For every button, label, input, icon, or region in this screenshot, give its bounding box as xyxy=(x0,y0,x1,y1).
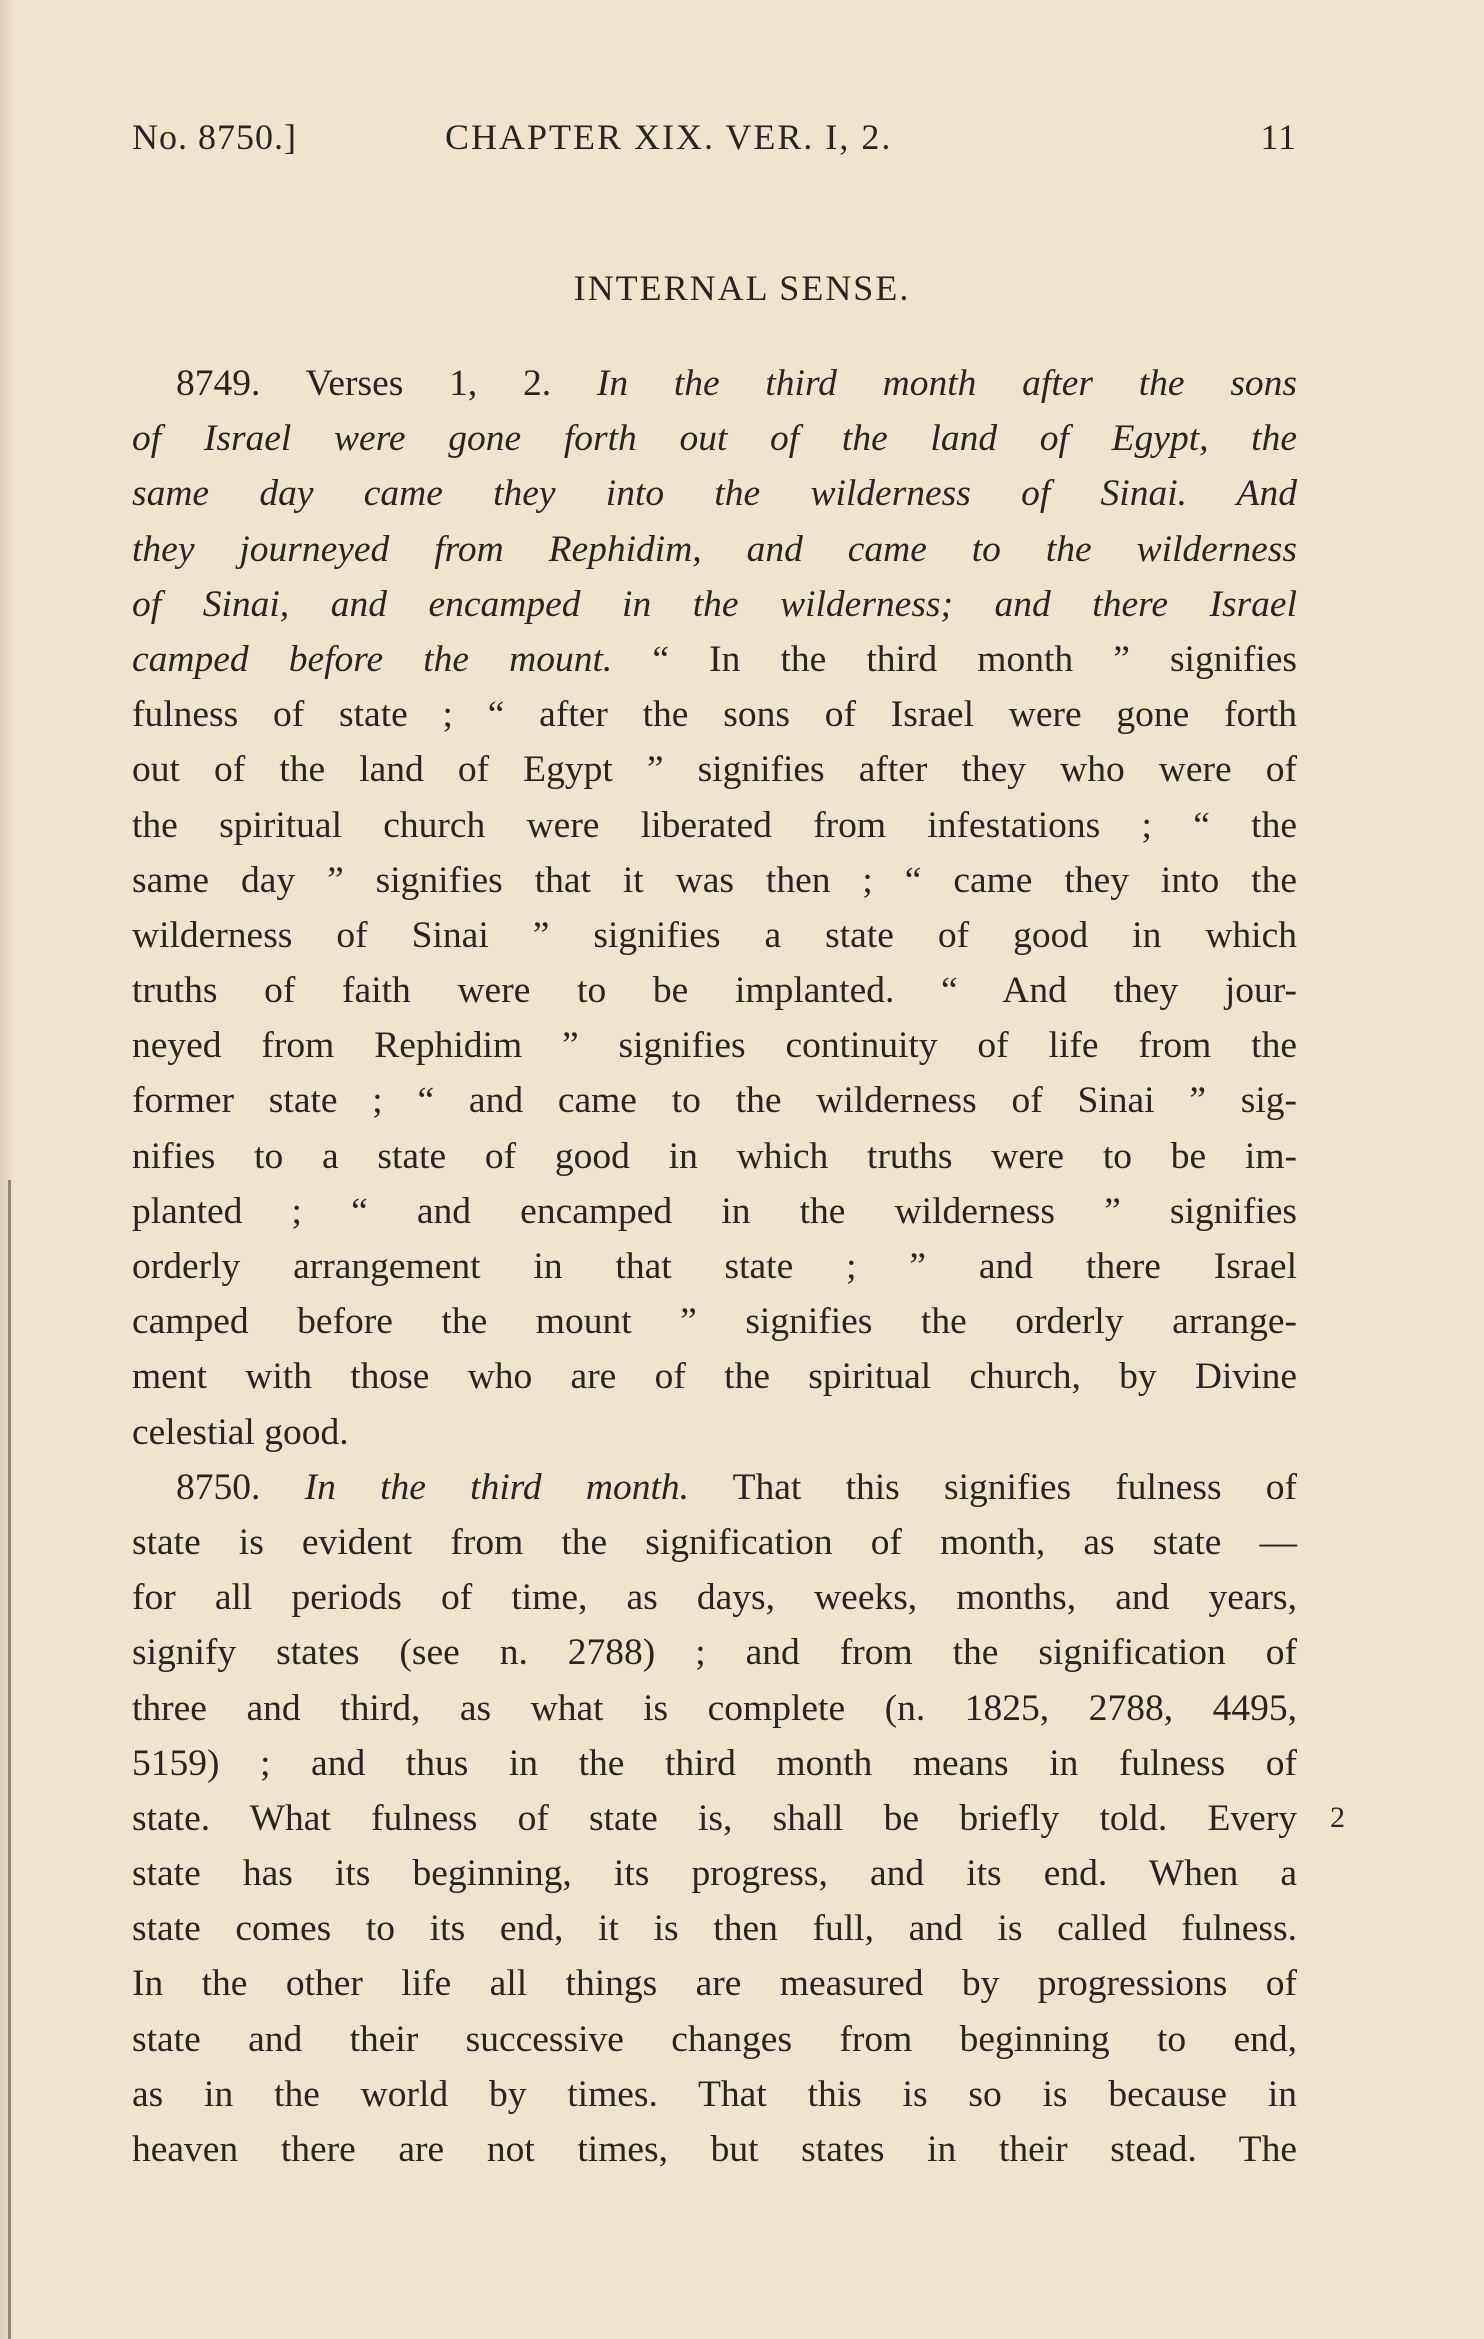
text-line: three and third, as what is complete (n. 1825, 2788, 4495, xyxy=(132,1687,1297,1729)
text-line: 8749. Verses 1, 2. In the third month after the sons xyxy=(176,363,1297,404)
page-gutter-shadow xyxy=(0,0,14,2339)
header-section-number: No. 8750.] xyxy=(132,117,297,157)
text-line: state is evident from the signification of month, as state — xyxy=(132,1521,1297,1563)
text-line: ment with those who are of the spiritual church, by Divine xyxy=(132,1356,1297,1398)
text-line: wilderness of Sinai ” signifies a state of good in which xyxy=(132,914,1297,956)
text-line: In the other life all things are measured by progressions of xyxy=(132,1963,1297,2005)
header-chapter: CHAPTER XIX. VER. I, 2. xyxy=(445,117,893,157)
text-line: they journeyed from Rephidim, and came to the wilderness xyxy=(132,528,1297,570)
text-line: of Israel were gone forth out of the land of Egypt, the xyxy=(132,418,1297,460)
body-text xyxy=(132,356,1297,2177)
text-line: signify states (see n. 2788) ; and from the signification of xyxy=(132,1632,1297,1674)
text-line: same day ” signifies that it was then ; “ came they into the xyxy=(132,859,1297,901)
text-line: 5159) ; and thus in the third month means in fulness of xyxy=(132,1742,1297,1784)
text-line: neyed from Rephidim ” signifies continuity of life from the xyxy=(132,1025,1297,1067)
binding-edge xyxy=(8,1180,11,2339)
text-line: state comes to its end, it is then full, and is called fulness. xyxy=(132,1908,1297,1950)
text-line: planted ; “ and encamped in the wilderness ” signifies xyxy=(132,1190,1297,1232)
text-line: nifies to a state of good in which truths were to be im- xyxy=(132,1135,1297,1177)
text-line: fulness of state ; “ after the sons of Israel were gone forth xyxy=(132,694,1297,736)
text-line: heaven there are not times, but states in their stead. The xyxy=(132,2129,1297,2170)
text-line: out of the land of Egypt ” signifies after they who were of xyxy=(132,749,1297,791)
margin-paragraph-number: 2 xyxy=(1330,1801,1345,1834)
text-line: former state ; “ and came to the wilderness of Sinai ” sig- xyxy=(132,1080,1297,1122)
text-line: orderly arrangement in that state ; ” and there Israel xyxy=(132,1246,1297,1287)
section-title: INTERNAL SENSE. xyxy=(573,268,911,308)
header-page-number: 11 xyxy=(1260,117,1297,157)
text-line: camped before the mount ” signifies the orderly arrange- xyxy=(132,1301,1297,1343)
text-line: truths of faith were to be implanted. “ And they jour- xyxy=(132,970,1297,1012)
text-line: state and their successive changes from beginning to end, xyxy=(132,2018,1297,2060)
text-line: same day came they into the wilderness of Sinai. And xyxy=(132,473,1297,515)
text-line: state has its beginning, its progress, and its end. When a xyxy=(132,1853,1297,1895)
text-line: 8750. In the third month. That this signifies fulness of xyxy=(176,1466,1298,1508)
text-line: for all periods of time, as days, weeks, months, and years, xyxy=(132,1577,1297,1619)
text-line: of Sinai, and encamped in the wilderness; and there Israel xyxy=(132,583,1297,625)
text-line: as in the world by times. That this is so is because in xyxy=(132,2073,1297,2115)
text-line: celestial good. xyxy=(132,1411,349,1453)
text-line: the spiritual church were liberated from infestations ; “ the xyxy=(132,804,1297,846)
text-line: camped before the mount. “ In the third month ” signifies xyxy=(132,638,1298,680)
text-line: state. What fulness of state is, shall be briefly told. Every xyxy=(132,1797,1297,1839)
running-header xyxy=(132,116,1297,166)
